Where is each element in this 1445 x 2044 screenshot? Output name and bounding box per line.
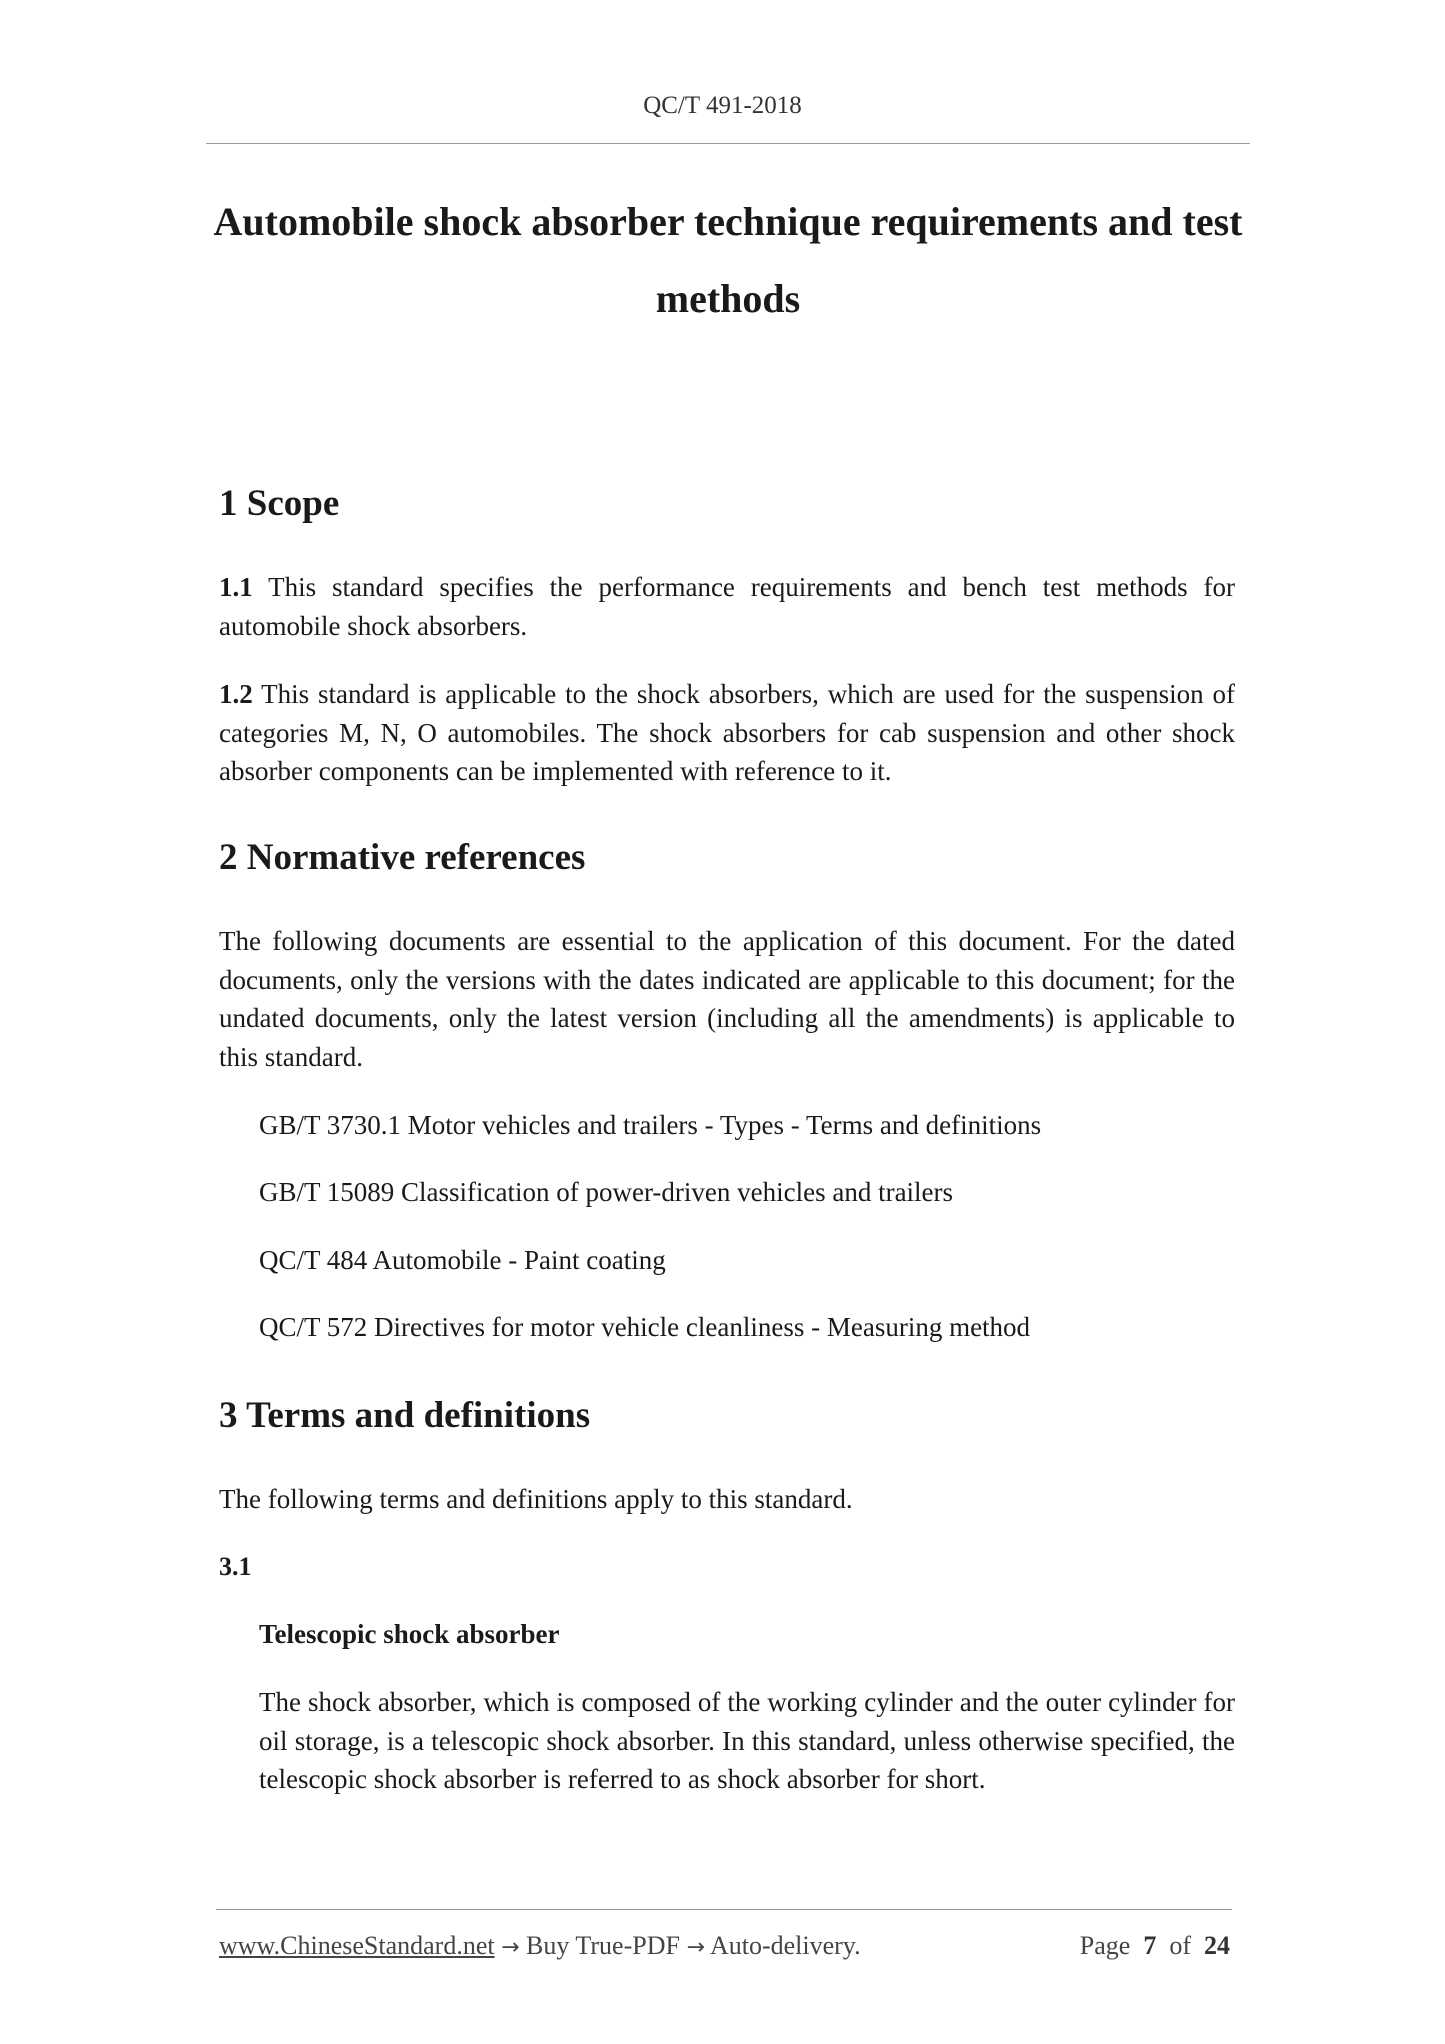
term-clause-number: 3.1: [219, 1552, 252, 1581]
header-rule: [206, 143, 1250, 144]
term-definition: The shock absorber, which is composed of the working cylinder and the outer cylinder for oil storage, is a telescopic shock absorber. In this standard, unless otherwise specified, the telescopic shock absorber is referred to as shock absorber for short.: [259, 1687, 1235, 1794]
chinesestandard-link[interactable]: www.ChineseStandard.net: [219, 1931, 495, 1960]
document-title-line-1: Automobile shock absorber technique requirements and test: [213, 199, 1243, 244]
footer-links: [219, 1927, 861, 1967]
document-title: [206, 183, 1250, 337]
footer-rule: [216, 1909, 1232, 1910]
arrow-right-icon: →: [501, 1935, 520, 1960]
section-heading-normative-references: 2 Normative references: [219, 837, 586, 878]
arrow-right-icon: →: [686, 1935, 705, 1960]
reference-item: GB/T 15089 Classification of power-driven vehicles and trailers: [259, 1177, 954, 1207]
buy-true-pdf-text: Buy True-PDF: [526, 1931, 680, 1960]
reference-item: QC/T 484 Automobile - Paint coating: [259, 1245, 666, 1275]
page-total: 24: [1204, 1931, 1230, 1960]
document-title-line-2: methods: [655, 276, 801, 321]
clause-number: 1.2: [219, 679, 253, 709]
page-label: Page: [1079, 1931, 1131, 1960]
page-number: [1000, 1927, 1230, 1965]
section-heading-terms-and-definitions: 3 Terms and definitions: [219, 1395, 591, 1436]
term-name: Telescopic shock absorber: [259, 1619, 560, 1649]
paragraph-1-1: [219, 568, 1235, 645]
paragraph-text: This standard is applicable to the shock absorbers, which are used for the suspension of categories M, N, O automobiles. The shock absorbers for cab suspension and other shock absorber components can be implemented with reference to it.: [219, 679, 1235, 786]
terms-intro-paragraph: The following terms and definitions apply to this standard.: [219, 1484, 853, 1514]
reference-item: GB/T 3730.1 Motor vehicles and trailers - Types - Terms and definitions: [259, 1110, 1042, 1140]
section-heading-scope: 1 Scope: [219, 483, 340, 524]
paragraph-1-2: [219, 675, 1235, 791]
clause-number: 1.1: [219, 572, 253, 602]
of-label: of: [1169, 1931, 1191, 1960]
page-current: 7: [1143, 1931, 1157, 1960]
running-header: QC/T 491-2018: [643, 92, 802, 119]
normative-intro-paragraph: The following documents are essential to the application of this document. For the dated documents, only the versions with the dates indicated are applicable to this document; for the undated documents, only the latest version (including all the amendments) is applicable to this standard.: [219, 926, 1235, 1072]
reference-item: QC/T 572 Directives for motor vehicle cleanliness - Measuring method: [259, 1312, 1031, 1342]
auto-delivery-text: Auto-delivery.: [709, 1931, 861, 1960]
paragraph-text: This standard specifies the performance requirements and bench test methods for automobile shock absorbers.: [219, 572, 1235, 641]
